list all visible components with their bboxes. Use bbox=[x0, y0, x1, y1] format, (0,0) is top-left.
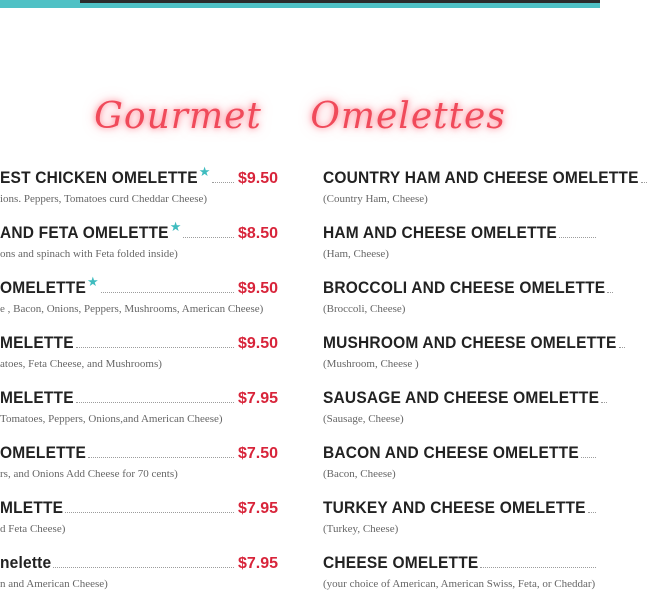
menu-item-description: Tomatoes, Peppers, Onions,and American Cheese) bbox=[0, 413, 223, 425]
menu-item-description: n and American Cheese) bbox=[0, 578, 108, 590]
menu-item-name: COUNTRY HAM AND CHEESE OMELETTE bbox=[323, 169, 639, 188]
menu-item-row bbox=[323, 435, 600, 463]
menu-item-name: BACON AND CHEESE OMELETTE bbox=[323, 444, 579, 463]
menu-item-name: MLETTE bbox=[0, 499, 64, 518]
menu-item-description: (Sausage, Cheese) bbox=[323, 413, 404, 425]
menu-item[interactable] bbox=[323, 160, 639, 215]
menu-item[interactable] bbox=[0, 160, 278, 215]
menu-item[interactable] bbox=[0, 545, 278, 600]
menu-item-row bbox=[0, 490, 278, 518]
menu-item-description: (Turkey, Cheese) bbox=[323, 523, 399, 535]
menu-item-name: OMELETTE bbox=[0, 279, 86, 298]
menu-item-body bbox=[0, 380, 278, 425]
menu-item-body bbox=[0, 545, 278, 590]
menu-item-row bbox=[0, 325, 278, 353]
menu-item-description: (Mushroom, Cheese ) bbox=[323, 358, 419, 370]
dot-leader bbox=[65, 512, 234, 513]
dot-leader bbox=[588, 512, 596, 513]
menu-item-price: $7.95 bbox=[237, 500, 278, 517]
menu-item-description: (Bacon, Cheese) bbox=[323, 468, 396, 480]
menu-item[interactable] bbox=[0, 490, 278, 545]
menu-item-row bbox=[0, 380, 278, 408]
dot-leader bbox=[88, 457, 234, 458]
menu-heading bbox=[0, 96, 600, 137]
menu-item-price: $9.50 bbox=[237, 335, 278, 352]
menu-item-body bbox=[0, 215, 278, 260]
dot-leader bbox=[53, 567, 234, 568]
dot-leader bbox=[183, 237, 234, 238]
menu-item-name: HAM AND CHEESE OMELETTE bbox=[323, 224, 557, 243]
menu-item-body bbox=[0, 270, 278, 315]
menu-item-row bbox=[323, 490, 600, 518]
menu-item-description: rs, and Onions Add Cheese for 70 cents) bbox=[0, 468, 178, 480]
menu-item-name: EST CHICKEN OMELETTE bbox=[0, 169, 198, 188]
menu-item-row bbox=[323, 270, 606, 298]
menu-item[interactable] bbox=[323, 545, 600, 600]
heading-word-omelettes: Omelettes bbox=[310, 96, 506, 137]
menu-item[interactable] bbox=[0, 435, 278, 490]
menu-item-row bbox=[0, 545, 278, 573]
dot-leader bbox=[619, 347, 625, 348]
menu-item-description: (Ham, Cheese) bbox=[323, 248, 389, 260]
menu-item-name: MELETTE bbox=[0, 389, 74, 408]
menu-item-row bbox=[323, 215, 600, 243]
menu-item-price: $9.50 bbox=[237, 170, 278, 187]
menu-item-description: (Country Ham, Cheese) bbox=[323, 193, 428, 205]
menu-item[interactable] bbox=[0, 270, 278, 325]
menu-item-description: (your choice of American, American Swiss, Feta, or Cheddar) bbox=[323, 578, 596, 590]
menu-item-price: $8.50 bbox=[237, 225, 278, 242]
menu-item-description: atoes, Feta Cheese, and Mushrooms) bbox=[0, 358, 162, 370]
menu-item-name: OMELETTE bbox=[0, 444, 86, 463]
dot-leader bbox=[641, 182, 647, 183]
dot-leader bbox=[601, 402, 607, 403]
menu-item-name: CHEESE OMELETTE bbox=[323, 554, 479, 573]
menu-item-name: MUSHROOM AND CHEESE OMELETTE bbox=[323, 334, 617, 353]
menu-item-description: e , Bacon, Onions, Peppers, Mushrooms, American Cheese) bbox=[0, 303, 264, 315]
menu-item-price: $9.50 bbox=[237, 280, 278, 297]
menu-column-right bbox=[323, 160, 639, 600]
menu-item-description: ons and spinach with Feta folded inside) bbox=[0, 248, 178, 260]
menu-item[interactable] bbox=[0, 325, 278, 380]
star-icon: ★ bbox=[198, 164, 211, 179]
dot-leader bbox=[76, 402, 234, 403]
menu-item-row bbox=[323, 160, 639, 188]
dot-leader bbox=[101, 292, 234, 293]
menu-item[interactable] bbox=[323, 490, 600, 545]
menu-item[interactable] bbox=[323, 270, 606, 325]
menu-item[interactable] bbox=[323, 380, 600, 435]
menu-item[interactable] bbox=[323, 435, 600, 490]
menu-item-row bbox=[323, 545, 600, 573]
menu-item-description: ions. Peppers, Tomatoes curd Cheddar Cheese) bbox=[0, 193, 208, 205]
menu-item-price: $7.95 bbox=[237, 390, 278, 407]
menu-column-left bbox=[0, 160, 278, 600]
menu-item-row bbox=[0, 160, 278, 188]
menu-item-row bbox=[323, 380, 600, 408]
menu-item-price: $7.95 bbox=[237, 555, 278, 572]
menu-item-name: BROCCOLI AND CHEESE OMELETTE bbox=[323, 279, 606, 298]
menu-item-name: AND FETA OMELETTE bbox=[0, 224, 169, 243]
menu-item-row bbox=[323, 325, 617, 353]
menu-item-name: MELETTE bbox=[0, 334, 74, 353]
menu-item[interactable] bbox=[323, 325, 617, 380]
menu-item-description: d Feta Cheese) bbox=[0, 523, 66, 535]
dot-leader bbox=[480, 567, 596, 568]
menu-item-price: $7.50 bbox=[237, 445, 278, 462]
top-dark-strip bbox=[80, 0, 600, 3]
dot-leader bbox=[559, 237, 596, 238]
menu-item[interactable] bbox=[0, 215, 278, 270]
heading-word-gourmet: Gourmet bbox=[94, 96, 262, 137]
menu-item[interactable] bbox=[323, 215, 600, 270]
dot-leader bbox=[607, 292, 613, 293]
menu-item-name: nelette bbox=[0, 554, 52, 573]
menu-item-row bbox=[0, 270, 278, 298]
dot-leader bbox=[76, 347, 234, 348]
menu-item-row bbox=[0, 435, 278, 463]
star-icon: ★ bbox=[87, 274, 99, 289]
menu-item-body bbox=[0, 435, 278, 480]
star-icon: ★ bbox=[169, 219, 182, 234]
menu-item-description: (Broccoli, Cheese) bbox=[323, 303, 406, 315]
menu-item[interactable] bbox=[0, 380, 278, 435]
menu-item-name: TURKEY AND CHEESE OMELETTE bbox=[323, 499, 586, 518]
dot-leader bbox=[581, 457, 596, 458]
menu-item-body bbox=[0, 160, 278, 205]
menu-item-row bbox=[0, 215, 278, 243]
menu-item-name: SAUSAGE AND CHEESE OMELETTE bbox=[323, 389, 600, 408]
dot-leader bbox=[212, 182, 234, 183]
menu-item-body bbox=[0, 325, 278, 370]
menu-item-body bbox=[0, 490, 278, 535]
